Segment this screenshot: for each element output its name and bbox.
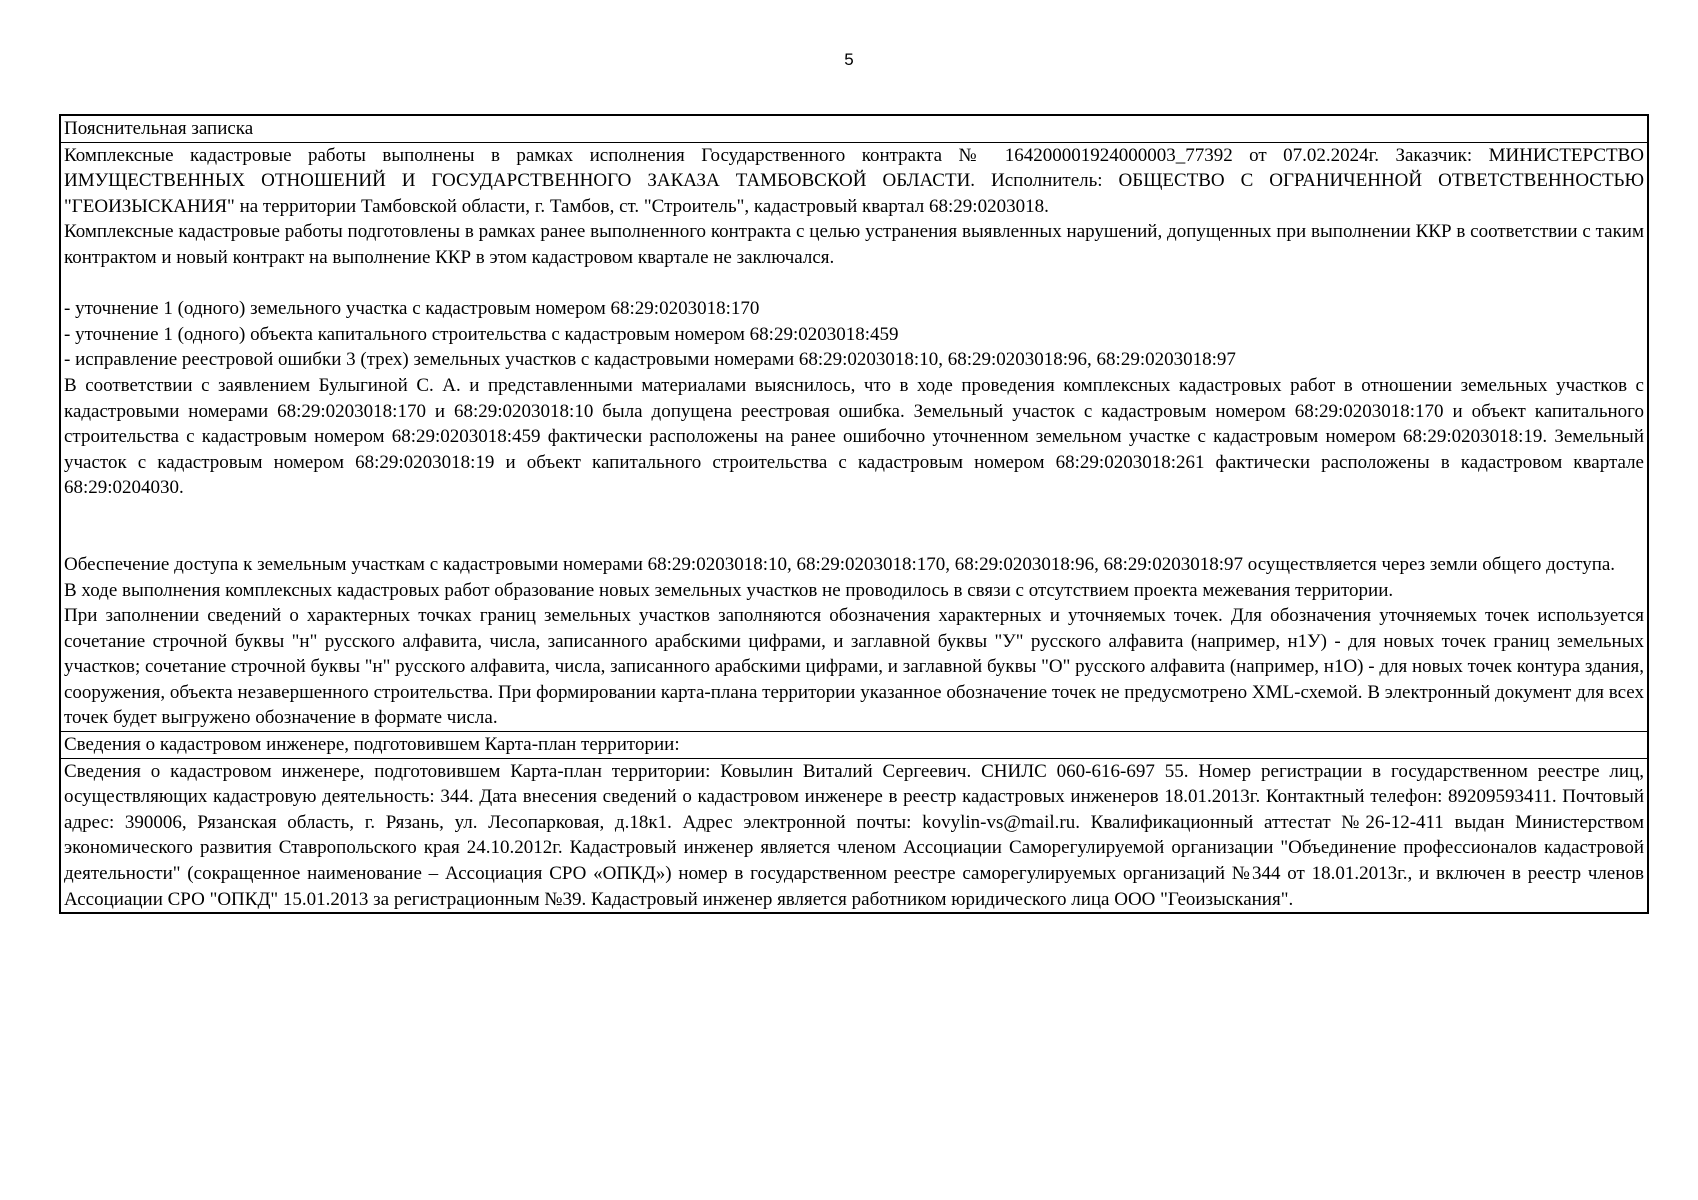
engineer-heading-row — [61, 732, 1647, 759]
contract-paragraph: Комплексные кадастровые работы выполнены в рамках исполнения Государственного контракта № 164200001924000003_77392 от 07.02.2024г. Заказчик: МИНИСТЕРСТВО ИМУЩЕСТВЕННЫХ ОТНОШЕНИЙ И ГОСУДАРСТВЕННОГО ЗАКАЗА ТАМБОВСКОЙ ОБЛАСТИ. Исполнитель: ОБЩЕСТВО С ОГРАНИЧЕННОЙ ОТВЕТСТВЕННОСТЬЮ "ГЕОИЗЫСКАНИЯ" на территории Тамбовской области, г. Тамбов, ст. "Строитель", кадастровый квартал 68:29:0203018. — [64, 144, 1644, 217]
page-number: 5 — [844, 50, 854, 69]
list-item: - уточнение 1 (одного) земельного участка с кадастровым номером 68:29:0203018:170 — [64, 298, 760, 320]
blank-lines — [64, 501, 1644, 552]
blank-line — [64, 271, 1644, 297]
points-paragraph: При заполнении сведений о характерных точках границ земельных участков заполняются обозначения характерных и уточняемых точек. Для обозначения уточняемых точек используется сочетание строчной буквы "н" русского алфавита, числа, записанного арабскими цифрами, и заглавной буквы "У" русского алфавита (например, н1У) - для новых точек границ земельных участков; сочетание строчной буквы "н" русского алфавита, числа, записанного арабскими цифрами, и заглавной буквы "О" русского алфавита (например, н1О) - для новых точек контура здания, сооружения, объекта незавершенного строительства. При формировании карта-плана территории указанное обозначение точек не предусмотрено XML-схемой. В электронный документ для всех точек будет выгружено обозначение в формате числа. — [64, 605, 1644, 729]
note-title: Пояснительная записка — [64, 118, 254, 139]
engineer-details: Сведения о кадастровом инженере, подготовившем Карта-план территории: Ковылин Виталий Сергеевич. СНИЛС 060-616-697 55. Номер регистрации в государственном реестре лиц, осуществляющих кадастровую деятельность: 344. Дата внесения сведений о кадастровом инженере в реестр кадастровых инженеров 18.01.2013г. Контактный телефон: 89209593411. Почтовый адрес: 390006, Рязанская область, г. Рязань, ул. Лесопарковая, д.18к1. Адрес электронной почты: kovylin-vs@mail.ru. Квалификационный аттестат №26-12-411 выдан Министерством экономического развития Ставропольского края 24.10.2012г. Кадастровый инженер является членом Ассоциации Саморегулируемой организации "Объединение профессионалов кадастровой деятельности" (сокращенное наименование – Ассоциация СРО «ОПКД») номер в государственном реестре саморегулируемых организаций №344 от 18.01.2013г., и включен в реестр членов Ассоциации СРО "ОПКД" 15.01.2013 за регистрационным №39. Кадастровый инженер является работником юридического лица ООО "Геоизыскания". — [64, 760, 1644, 910]
note-body-row — [61, 143, 1647, 732]
access-paragraph: Обеспечение доступа к земельным участкам с кадастровыми номерами 68:29:0203018:10, 68:29:0203018:170, 68:29:0203018:96, 68:29:0203018:97 осуществляется через земли общего доступа. — [64, 553, 1616, 575]
prepared-paragraph: Комплексные кадастровые работы подготовлены в рамках ранее выполненного контракта с целью устранения выявленных нарушений, допущенных при выполнении ККР в соответствии с таким контрактом и новый контракт на выполнение ККР в этом кадастровом квартале не заключался. — [64, 221, 1644, 268]
engineer-heading: Сведения о кадастровом инженере, подготовившем Карта-план территории: — [64, 734, 680, 756]
statement-paragraph: В соответствии с заявлением Булыгиной С. А. и представленными материалами выяснилось, что в ходе проведения комплексных кадастровых работ в отношении земельных участков с кадастровыми номерами 68:29:0203018:170 и 68:29:0203018:10 была допущена реестровая ошибка. Земельный участок с кадастровым номером 68:29:0203018:170 и объект капитального строительства с кадастровым номером 68:29:0203018:459 фактически расположены на ранее ошибочно уточненном земельном участке с кадастровым номером 68:29:0203018:19. Земельный участок с кадастровым номером 68:29:0203018:19 и объект капитального строительства с кадастровым номером 68:29:0203018:261 фактически расположены в кадастровом квартале 68:29:0204030. — [64, 374, 1644, 499]
note-title-row — [61, 116, 1647, 143]
engineer-details-row — [61, 759, 1647, 913]
no-new-plots-paragraph: В ходе выполнения комплексных кадастровых работ образование новых земельных участков не проводилось в связи с отсутствием проекта межевания территории. — [64, 579, 1394, 601]
explanatory-note-table — [59, 114, 1649, 914]
list-item: - уточнение 1 (одного) объекта капитального строительства с кадастровым номером 68:29:0203018:459 — [64, 323, 899, 345]
list-item: - исправление реестровой ошибки 3 (трех) земельных участков с кадастровыми номерами 68:29:0203018:10, 68:29:0203018:96, 68:29:0203018:97 — [64, 349, 1236, 371]
